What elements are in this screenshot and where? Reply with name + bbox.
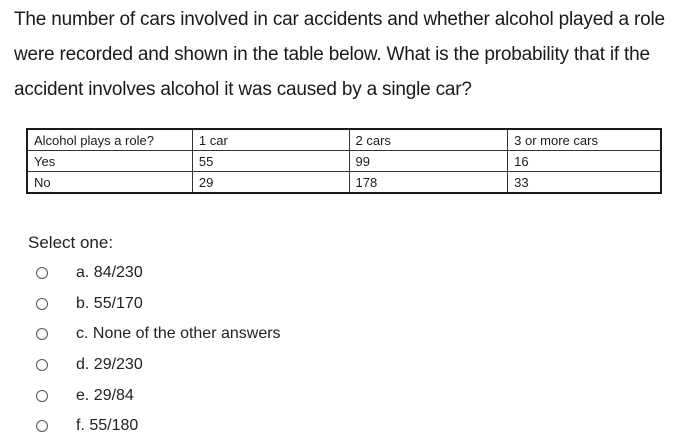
table-row: [27, 151, 661, 172]
table-header-cell: 2 cars: [349, 129, 508, 151]
answer-option-d[interactable]: [36, 350, 281, 381]
question-text: [14, 2, 694, 107]
question-line: were recorded and shown in the table below. What is the probability that if the: [14, 44, 650, 65]
question-line: The number of cars involved in car accidents and whether alcohol played a role: [14, 9, 665, 30]
answer-label[interactable]: c. None of the other answers: [76, 325, 281, 343]
radio-button[interactable]: [36, 328, 48, 340]
table-header-cell: Alcohol plays a role?: [27, 129, 192, 151]
radio-button[interactable]: [36, 298, 48, 310]
answer-option-c[interactable]: [36, 319, 281, 350]
answer-options: [36, 258, 281, 442]
table-cell: Yes: [27, 151, 192, 172]
table-cell: 55: [192, 151, 349, 172]
table-cell: No: [27, 172, 192, 194]
radio-button[interactable]: [36, 359, 48, 371]
answer-option-e[interactable]: [36, 380, 281, 411]
table-cell: 178: [349, 172, 508, 194]
answer-label[interactable]: b. 55/170: [76, 294, 143, 312]
data-table: [26, 128, 662, 194]
table-cell: 16: [508, 151, 661, 172]
answer-option-f[interactable]: [36, 411, 281, 442]
table-cell: 99: [349, 151, 508, 172]
table-cell: 29: [192, 172, 349, 194]
table-header-cell: 1 car: [192, 129, 349, 151]
radio-button[interactable]: [36, 267, 48, 279]
question-line: accident involves alcohol it was caused by a single car?: [14, 79, 472, 100]
answer-label[interactable]: d. 29/230: [76, 356, 143, 374]
table-row: [27, 172, 661, 194]
answer-option-b[interactable]: [36, 289, 281, 320]
answer-option-a[interactable]: [36, 258, 281, 289]
select-one-label: Select one:: [28, 233, 114, 252]
table-header-cell: 3 or more cars: [508, 129, 661, 151]
answer-label[interactable]: f. 55/180: [76, 417, 139, 435]
table-header-row: [27, 129, 661, 151]
radio-button[interactable]: [36, 390, 48, 402]
answer-label[interactable]: a. 84/230: [76, 264, 143, 282]
answer-label[interactable]: e. 29/84: [76, 386, 134, 404]
radio-button[interactable]: [36, 420, 48, 432]
table-cell: 33: [508, 172, 661, 194]
